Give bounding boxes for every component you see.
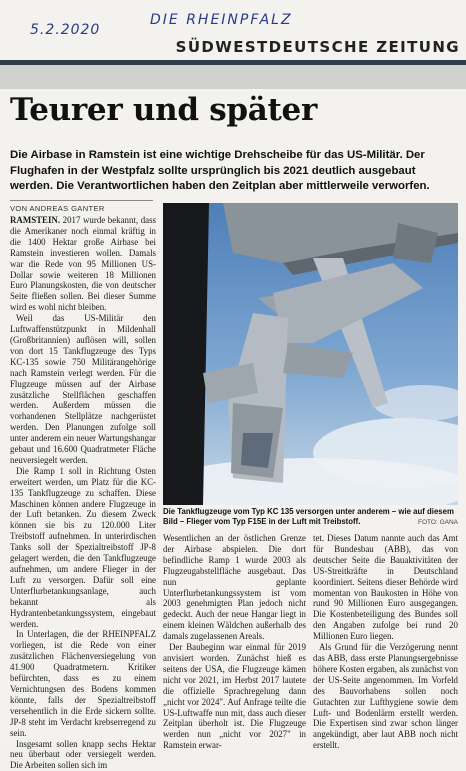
article-lead: Die Airbase in Ramstein ist eine wichtige Drehscheibe für das US-Militär. Der Flughafen in der Westpfalz sollte ursprünglich bis 2021 deutlich ausgebaut werden. Die Verantwortlichen haben den Zeitplan aber mittlerweile verworfen. bbox=[10, 148, 458, 195]
article-byline: VON ANDREAS GANTER bbox=[10, 204, 105, 213]
column-1-paragraph-2: Weil das US-Militär den Luftwaffenstützpunkt in Mildenhall (Großbritannien) auflösen will, sollen von dort 15 Tankflugzeuge des Typs KC-135 sowie 750 Militärangehörige nach Ramstein verlegt werden. Für die Flugzeuge müssen auf der Airbase zusätzliche Stellflächen geschaffen werden. Außerdem müssen die vorhandenen Stellplätze nachgerüstet werden. Den Planungen zufolge soll unter anderem ein neuer Wartungshangar gebaut und 16.600 Quadratmeter Fläche neuversiegelt werden. bbox=[10, 313, 156, 466]
paragraph-text: 2017 wurde bekannt, dass die Amerikaner noch einmal kräftig in die 1400 Hektar große Airbase bei Ramstein investieren wollen. Damals war die Rede von 95 Millionen US-Dollar sowie weiteren 18 Millionen Euro Planungskosten, die von deutscher Seite fließen sollen. Bei dieser Summe wird es wohl nicht bleiben. bbox=[10, 215, 156, 312]
photo-caption bbox=[163, 507, 458, 528]
article-column-1 bbox=[10, 215, 156, 771]
column-3-paragraph-2: Als Grund für die Verzögerung nennt das ABB, dass erste Planungsergebnisse höhere Kosten ergaben, als zunächst von der US-Seite angenommen. Im Vorfeld des Bauvorhabens sollen noch Gutachten zur Lufthygiene sowie dem Luft- und Bodenlärm erstellt werden. Die Expertisen sind zwar schon länger angekündigt, aber laut ABB noch nicht erstellt. bbox=[313, 642, 458, 751]
column-1-paragraph-1 bbox=[10, 215, 156, 313]
refueling-aircraft-photo bbox=[163, 203, 458, 505]
article-headline: Teurer und später bbox=[10, 92, 317, 128]
byline-rule bbox=[10, 200, 153, 201]
article-photo bbox=[163, 203, 458, 505]
article-column-3 bbox=[313, 533, 458, 751]
handwritten-source: DIE RHEINPFALZ bbox=[150, 12, 293, 28]
column-2-paragraph-1: Wesentlichen an der östlichen Grenze der Airbase abspielen. Die dort befindliche Ramp 1 wurde 2003 als Flugzeugabstellfläche ausgebaut. Das nun geplante Unterflurbetankungssystem ist vom 2003 genehmigten Plan jedoch nicht gedeckt. Auch der neue Hangar liegt in einem kleinen Wäldchen außerhalb des damals zugelassenen Areals. bbox=[163, 533, 306, 642]
handwritten-date: 5.2.2020 bbox=[30, 22, 100, 38]
newspaper-masthead: SÜDWESTDEUTSCHE ZEITUNG bbox=[150, 38, 460, 56]
photo-credit: FOTO: GANA bbox=[418, 518, 458, 528]
column-1-paragraph-3: Die Ramp 1 soll in Richtung Osten erweitert werden, um Platz für die KC-135 Tankflugzeuge zu schaffen. Diese Maschinen können andere Flugzeuge in der Luft betanken. Zu diesem Zweck können sie bis zu 120.000 Liter Treibstoff aufnehmen. In unterirdischen Tanks soll der Spezialtreibstoff JP-8 gelagert werden, die den Tankflugzeuge aufnehmen, um andere Flieger in der Luft zu versorgen. Dafür soll eine Unterflurbetankungsanlage, auch bekannt als Hydrantenbetankungssystem, eingebaut werden. bbox=[10, 466, 156, 630]
column-1-paragraph-5: Insgesamt sollen knapp sechs Hektar neu überbaut oder versiegelt werden. Die Arbeiten sollen sich im bbox=[10, 739, 156, 771]
article-column-2 bbox=[163, 533, 306, 751]
column-3-paragraph-1: tet. Dieses Datum nannte auch das Amt für Bundesbau (ABB), das von deutscher Seite die Bauaktivitäten der US-Streitkräfte in Deutschland koordiniert. Seitens dieser Behörde wird momentan von Baukosten in Höhe von rund 90 Millionen Euro ausgegangen. Die Kostenbeteiligung des Bundes soll den Angaben zufolge bei rund 20 Millionen Euro liegen. bbox=[313, 533, 458, 642]
masthead-band bbox=[0, 65, 466, 89]
caption-text: Die Tankflugzeuge vom Typ KC 135 versorgen unter anderem – wie auf diesem Bild – Flieger vom Typ F15E in der Luft mit Treibstoff. bbox=[163, 507, 454, 526]
column-2-paragraph-2: Der Baubeginn war einmal für 2019 anvisiert worden. Zunächst hieß es seitens der USA, die Flugzeuge kämen nicht vor 2021, im Herbst 2017 lautete die offizielle Sprachregelung dann „nicht vor 2024". Auf Anfrage teilte die US-Luftwaffe nun mit, dass auch dieser Zeitplan überholt ist. Die Flugzeuge werden nun „nicht vor 2027" in Ramstein erwar- bbox=[163, 642, 306, 751]
column-1-paragraph-4: In Unterlagen, die der RHEINPFALZ vorliegen, ist die Rede von einer zusätzlichen Flächenversiegelung von 41.900 Quadratmetern. Kritiker befürchten, dass es zu einem Vernichtungsen des Bodens kommen könnte, falls der Spezialtreibstoff versehentlich in die Erde sickern sollte. JP-8 steht im Verdacht krebserregend zu sein. bbox=[10, 629, 156, 738]
dateline: RAMSTEIN. bbox=[10, 215, 60, 225]
